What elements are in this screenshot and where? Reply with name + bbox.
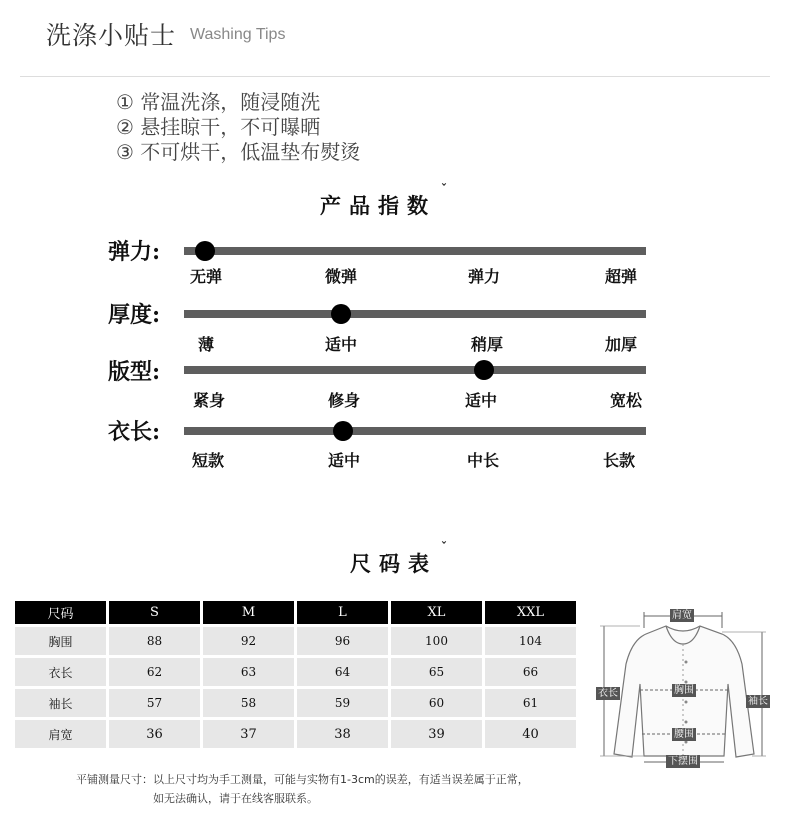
size-table (12, 598, 579, 751)
slider-knob-thickness (331, 304, 351, 324)
page-title: 洗涤小贴士 (46, 21, 177, 50)
slider-knob-length (333, 421, 353, 441)
table-cell: 62 (109, 658, 200, 686)
measurement-diagram (596, 604, 772, 774)
table-cell: 66 (485, 658, 576, 686)
slider-tick: 中长 (466, 451, 500, 470)
title-mark-icon: ˇ (441, 540, 447, 554)
slider-knob-elasticity (195, 241, 215, 261)
table-cell: 40 (485, 720, 576, 748)
tip-1: ① 常温洗涤，随浸随洗 (116, 90, 321, 114)
slider-tick: 长款 (602, 451, 636, 470)
column-header: 尺码 (15, 601, 106, 624)
table-cell: 衣长 (15, 658, 106, 686)
table-cell: 63 (203, 658, 294, 686)
slider-tick: 短款 (191, 451, 225, 470)
table-row (15, 689, 576, 717)
table-row (15, 627, 576, 655)
table-cell: 88 (109, 627, 200, 655)
column-header: XXL (485, 601, 576, 624)
product-index-title: 产品指数 (320, 194, 436, 218)
diagram-label-sleeve: 袖长 (748, 696, 768, 707)
table-cell: 92 (203, 627, 294, 655)
table-cell: 59 (297, 689, 388, 717)
slider-label-length: 衣长: (108, 419, 161, 445)
slider-tick: 紧身 (192, 391, 226, 410)
table-cell: 39 (391, 720, 482, 748)
table-cell: 肩宽 (15, 720, 106, 748)
diagram-label-hem: 下摆围 (668, 756, 698, 767)
slider-tick: 适中 (327, 451, 361, 470)
size-chart-title: 尺码表 (350, 552, 437, 576)
slider-tick: 超弹 (604, 267, 638, 286)
slider-tick: 微弹 (324, 267, 358, 286)
diagram-label-length: 衣长 (598, 688, 618, 699)
tip-3: ③ 不可烘干，低温垫布熨烫 (116, 140, 361, 164)
table-cell: 57 (109, 689, 200, 717)
slider-tick: 弹力 (467, 267, 501, 286)
table-cell: 袖长 (15, 689, 106, 717)
slider-track-length (184, 427, 646, 435)
diagram-label-shoulder: 肩宽 (672, 610, 692, 621)
table-cell: 100 (391, 627, 482, 655)
slider-track-elasticity (184, 247, 646, 255)
slider-tick: 无弹 (189, 267, 223, 286)
table-cell: 37 (203, 720, 294, 748)
table-cell: 61 (485, 689, 576, 717)
table-row (15, 720, 576, 748)
table-header-row (15, 601, 576, 624)
slider-label-elasticity: 弹力: (108, 239, 161, 265)
slider-label-thickness: 厚度: (108, 302, 161, 328)
slider-track-fit (184, 366, 646, 374)
column-header: S (109, 601, 200, 624)
table-cell: 58 (203, 689, 294, 717)
slider-track-thickness (184, 310, 646, 318)
measurement-note: 平铺测量尺寸：以上尺寸均为手工测量，可能与实物有1-3cm的误差，有适当误差属于正常， (76, 773, 529, 786)
table-cell: 104 (485, 627, 576, 655)
header-divider (20, 76, 770, 77)
table-cell: 96 (297, 627, 388, 655)
slider-tick: 适中 (464, 391, 498, 410)
table-cell: 36 (109, 720, 200, 748)
slider-tick: 稍厚 (470, 335, 504, 354)
diagram-label-waist: 腰围 (674, 729, 694, 740)
slider-tick: 薄 (197, 335, 215, 354)
table-cell: 38 (297, 720, 388, 748)
page-subtitle: Washing Tips (190, 26, 286, 43)
column-header: XL (391, 601, 482, 624)
table-row (15, 658, 576, 686)
slider-knob-fit (474, 360, 494, 380)
slider-tick: 适中 (324, 335, 358, 354)
table-cell: 65 (391, 658, 482, 686)
title-mark-icon: ˇ (441, 182, 447, 196)
contact-note: 如无法确认，请于在线客服联系。 (153, 792, 318, 805)
column-header: L (297, 601, 388, 624)
table-cell: 64 (297, 658, 388, 686)
slider-tick: 加厚 (604, 335, 638, 354)
table-cell: 60 (391, 689, 482, 717)
slider-tick: 修身 (327, 391, 361, 410)
diagram-label-chest: 胸围 (674, 685, 694, 696)
tip-2: ② 悬挂晾干，不可曝晒 (116, 115, 321, 139)
column-header: M (203, 601, 294, 624)
slider-label-fit: 版型: (108, 359, 161, 385)
slider-tick: 宽松 (609, 391, 643, 410)
table-cell: 胸围 (15, 627, 106, 655)
